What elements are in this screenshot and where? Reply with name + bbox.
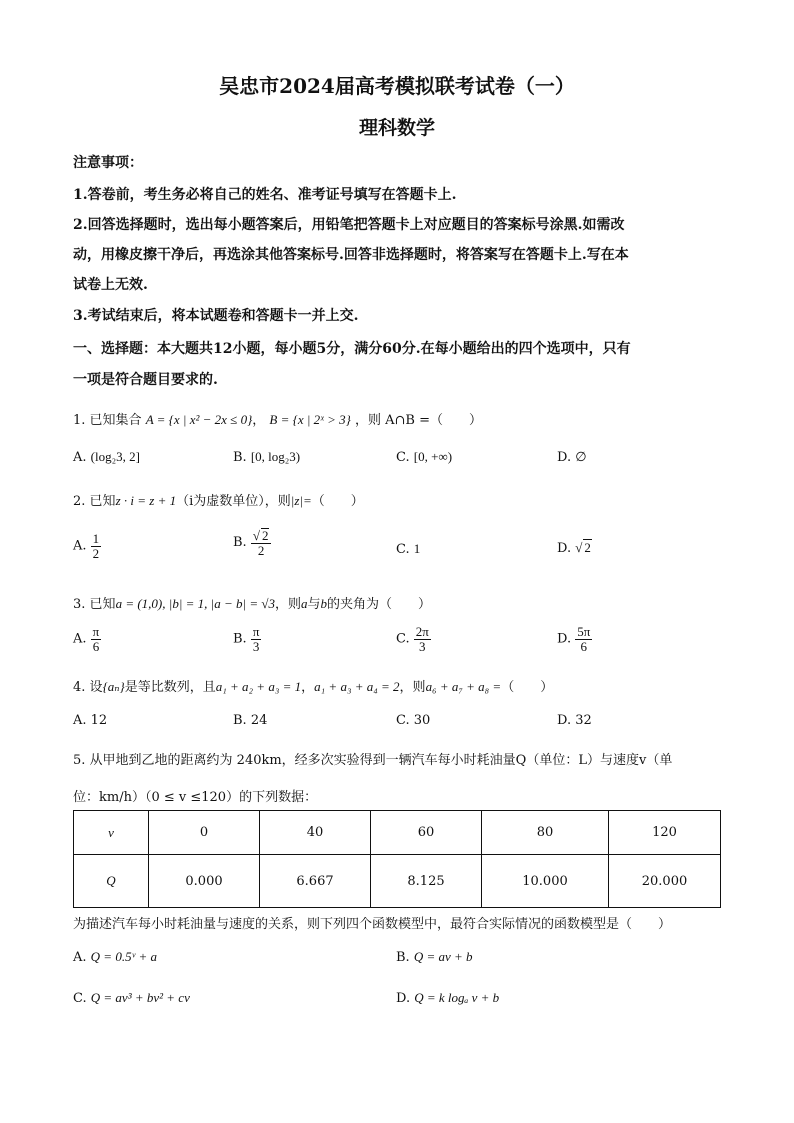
- modulus: |z|=: [290, 493, 312, 508]
- question-3: 3. 已知a = (1,0), |b| = 1, |a − b| = √3，则a与b的夹角为（ ）: [73, 596, 432, 612]
- question-number: 4.: [73, 680, 86, 695]
- vector-condition: a = (1,0), |b| = 1, |a − b| = √3: [115, 596, 275, 611]
- table-cell: 120: [609, 811, 721, 855]
- question-1: 1. 已知集合 A = {x | x² − 2x ≤ 0}， B = {x | 2ˣ > 3} ，则 A∩B =（ ）: [73, 412, 482, 428]
- q3-option-b[interactable]: B. $\frac{\pi}{3}$: [233, 624, 260, 654]
- vector-b: b: [320, 596, 328, 611]
- equation: z · i = z + 1: [115, 493, 177, 508]
- q1-option-c[interactable]: C. [0, +∞): [396, 449, 453, 465]
- table-cell: 60: [371, 811, 482, 855]
- q3-option-a[interactable]: A. $\frac{\pi}{6}$: [73, 624, 100, 654]
- q3-option-c[interactable]: C. $\frac{2\pi}{3}$: [396, 624, 429, 654]
- q1-option-d[interactable]: D. ∅: [557, 449, 587, 465]
- question-number: 3.: [73, 597, 86, 612]
- question-text: （ ）: [501, 680, 554, 695]
- q5-option-d[interactable]: D. Q = k logₐ v + b: [396, 990, 500, 1006]
- table-row: [74, 855, 721, 908]
- question-text: ，则: [275, 597, 302, 612]
- table-cell: 0.000: [149, 855, 260, 908]
- q2-option-c[interactable]: C. 1: [396, 541, 421, 557]
- equation-2: a₁ + a₃ + a₄ = 2: [314, 679, 400, 694]
- notice-item-1: 1.答卷前，考生务必将自己的姓名、准考证号填写在答题卡上.: [73, 187, 457, 203]
- q1-option-b[interactable]: B. [0, log₂3): [233, 449, 301, 465]
- exam-title: 吴忠市2024届高考模拟联考试卷（一）: [219, 74, 575, 98]
- question-text: 的夹角为（ ）: [327, 597, 432, 612]
- question-text: （i为虚数单位），则: [176, 494, 291, 509]
- sequence: {aₙ}: [102, 679, 125, 694]
- table-cell: 40: [260, 811, 371, 855]
- set-b: B = {x | 2ˣ > 3}: [269, 412, 351, 427]
- q2-option-d[interactable]: D. √ 2: [557, 540, 591, 556]
- question-5-line-2: 位：km/h）（0 ≤ v ≤120）的下列数据：: [73, 790, 318, 805]
- notice-item-2-line-1: 2.回答选择题时，选出每小题答案后，用铅笔把答题卡上对应题目的答案标号涂黑.如需改: [73, 217, 625, 233]
- question-number: 2.: [73, 494, 86, 509]
- section-1-intro-line-2: 一项是符合题目要求的.: [73, 372, 218, 388]
- question-5-line-1: 5. 从甲地到乙地的距离约为 240km，经多次实验得到一辆汽车每小时耗油量Q（单位：L）与速度v（单: [73, 753, 673, 768]
- table-cell: Q: [74, 855, 149, 908]
- notice-item-2-line-2: 动，用橡皮擦干净后，再选涂其他答案标号.回答非选择题时，将答案写在答题卡上.写在本: [73, 247, 629, 263]
- vector-a: a: [301, 596, 308, 611]
- table-cell: v: [74, 811, 149, 855]
- q2-option-b[interactable]: B. $\frac{√ 2}{2}$: [233, 528, 271, 557]
- q1-option-a[interactable]: A. (log₂3, 2]: [73, 449, 140, 465]
- exam-subject: 理科数学: [358, 117, 435, 139]
- table-cell: 8.125: [371, 855, 482, 908]
- table-cell: 0: [149, 811, 260, 855]
- q5-option-b[interactable]: B. Q = av + b: [396, 949, 473, 965]
- data-table: [73, 810, 721, 908]
- q2-option-a[interactable]: A. $\frac{1}{2}$: [73, 531, 100, 561]
- notice-item-3: 3.考试结束后，将本试题卷和答题卡一并上交.: [73, 308, 359, 324]
- question-text: 设: [89, 680, 103, 695]
- question-2: [73, 490, 364, 509]
- question-text: 是等比数列，且: [124, 680, 216, 695]
- q5-option-a[interactable]: A. Q = 0.5ᵛ + a: [73, 949, 157, 965]
- table-cell: 80: [482, 811, 609, 855]
- equation-1: a₁ + a₂ + a₃ = 1: [215, 679, 302, 694]
- question-number: 1.: [73, 413, 86, 428]
- table-cell: 10.000: [482, 855, 609, 908]
- notice-heading: 注意事项：: [73, 155, 143, 171]
- q4-option-d[interactable]: D. 32: [557, 713, 592, 728]
- equation-3: a₆ + a₇ + a₈ =: [425, 679, 502, 694]
- notice-item-2-line-3: 试卷上无效.: [73, 277, 148, 293]
- question-text: 已知: [89, 494, 116, 509]
- section-1-intro-line-1: 一、选择题：本大题共12小题，每小题5分，满分60分.在每小题给出的四个选项中，只有: [73, 341, 631, 357]
- question-4: 4. 设{aₙ}是等比数列，且a₁ + a₂ + a₃ = 1，a₁ + a₃ + a₄ = 2，则a₆ + a₇ + a₈ =（ ）: [73, 679, 554, 695]
- table-row: [74, 811, 721, 855]
- question-5-prompt: 为描述汽车每小时耗油量与速度的关系，则下列四个函数模型中，最符合实际情况的函数模型是（ ）: [73, 917, 672, 932]
- table-cell: 6.667: [260, 855, 371, 908]
- q4-option-a[interactable]: A. 12: [73, 713, 108, 728]
- q4-option-c[interactable]: C. 30: [396, 713, 431, 728]
- table-cell: 20.000: [609, 855, 721, 908]
- question-text: （ ）: [311, 494, 364, 509]
- question-text: 已知集合: [89, 413, 142, 428]
- question-text: ，则: [399, 680, 426, 695]
- q5-option-c[interactable]: C. Q = av³ + bv² + cv: [73, 990, 190, 1006]
- q3-option-d[interactable]: D. $\frac{5\pi}{6}$: [557, 624, 591, 654]
- question-text: 已知: [89, 597, 116, 612]
- q4-option-b[interactable]: B. 24: [233, 713, 268, 728]
- question-text: ，则 A∩B =（ ）: [354, 413, 482, 428]
- set-a: A = {x | x² − 2x ≤ 0}: [145, 412, 253, 427]
